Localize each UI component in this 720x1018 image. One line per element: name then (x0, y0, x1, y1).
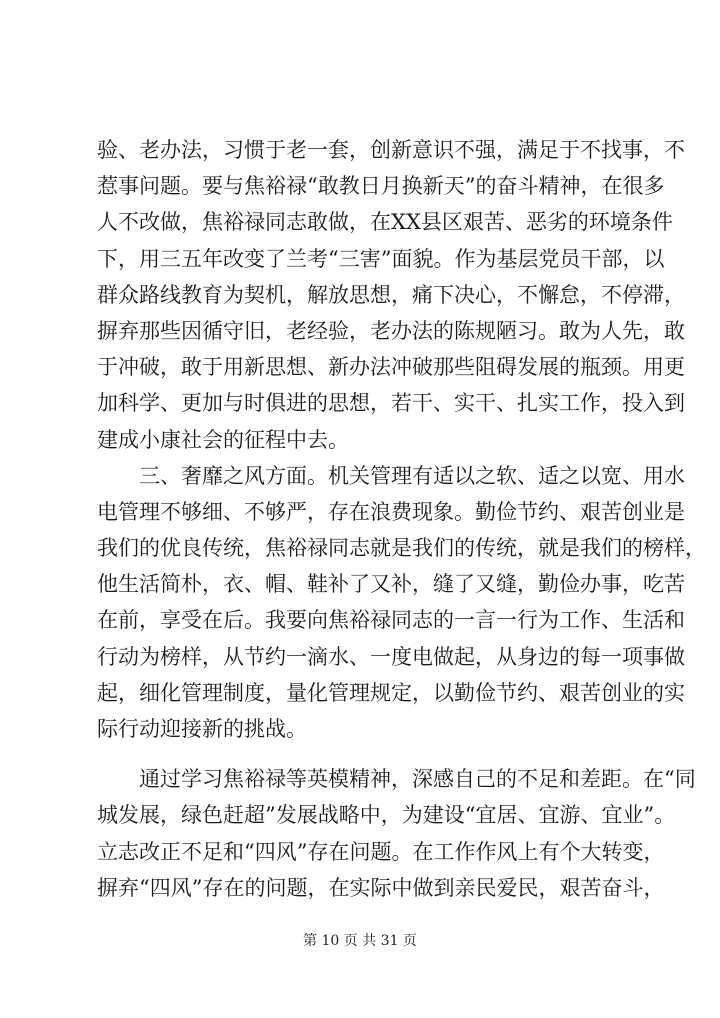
paragraph (97, 761, 696, 906)
paragraph (97, 458, 706, 748)
text-line: 我们的优良传统，焦裕禄同志就是我们的传统，就是我们的榜样， (97, 536, 706, 561)
paragraph-gap (97, 747, 629, 761)
text-line: 在前，享受在后。我要向焦裕禄同志的一言一行为工作、生活和 (97, 608, 685, 633)
text-line: 城发展，绿色赶超”发展战略中，为建设“宜居、宜游、宜业”。 (97, 803, 676, 828)
page-number-footer: 第 10 页 共 31 页 (303, 933, 417, 949)
text-line: 通过学习焦裕禄等英模精神，深感自己的不足和差距。在“同 (97, 767, 696, 792)
document-body (97, 132, 706, 906)
text-line: 加科学、更加与时俱进的思想，若干、实干、扎实工作，投入到 (97, 391, 685, 416)
text-line: 建成小康社会的征程中去。 (97, 427, 349, 452)
text-line: 惹事问题。要与焦裕禄“敢教日月换新天”的奋斗精神，在很多 (97, 174, 665, 199)
text-line: 三、奢靡之风方面。机关管理有适以之软、适之以宽、用水 (97, 463, 685, 488)
text-line: 于冲破，敢于用新思想、新办法冲破那些阻碍发展的瓶颈。用更 (97, 355, 685, 380)
text-line: 起，细化管理制度，量化管理规定，以勤俭节约、艰苦创业的实 (97, 680, 685, 705)
text-line: 他生活简朴，衣、帽、鞋补了又补，缝了又缝，勤俭办事，吃苦 (97, 572, 685, 597)
text-line: 群众路线教育为契机，解放思想，痛下决心，不懈怠，不停滞， (97, 282, 685, 307)
paragraph (97, 132, 685, 458)
text-line: 人不改做，焦裕禄同志敢做，在XX县区艰苦、恶劣的环境条件 (97, 210, 673, 235)
text-line: 下，用三五年改变了兰考“三害”面貌。作为基层党员干部，以 (97, 246, 665, 271)
text-line: 验、老办法，习惯于老一套，创新意识不强，满足于不找事，不 (97, 138, 685, 162)
text-line: 电管理不够细、不够严，存在浪费现象。勤俭节约、艰苦创业是 (97, 499, 685, 524)
text-line: 摒弃那些因循守旧，老经验，老办法的陈规陋习。敢为人先，敢 (97, 318, 685, 343)
text-line: 立志改正不足和“四风”存在问题。在工作作风上有个大转变， (97, 839, 665, 864)
text-line: 摒弃“四风”存在的问题，在实际中做到亲民爱民，艰苦奋斗， (97, 875, 665, 900)
text-line: 行动为榜样，从节约一滴水、一度电做起，从身边的每一项事做 (97, 644, 685, 669)
text-line: 际行动迎接新的挑战。 (97, 717, 307, 741)
